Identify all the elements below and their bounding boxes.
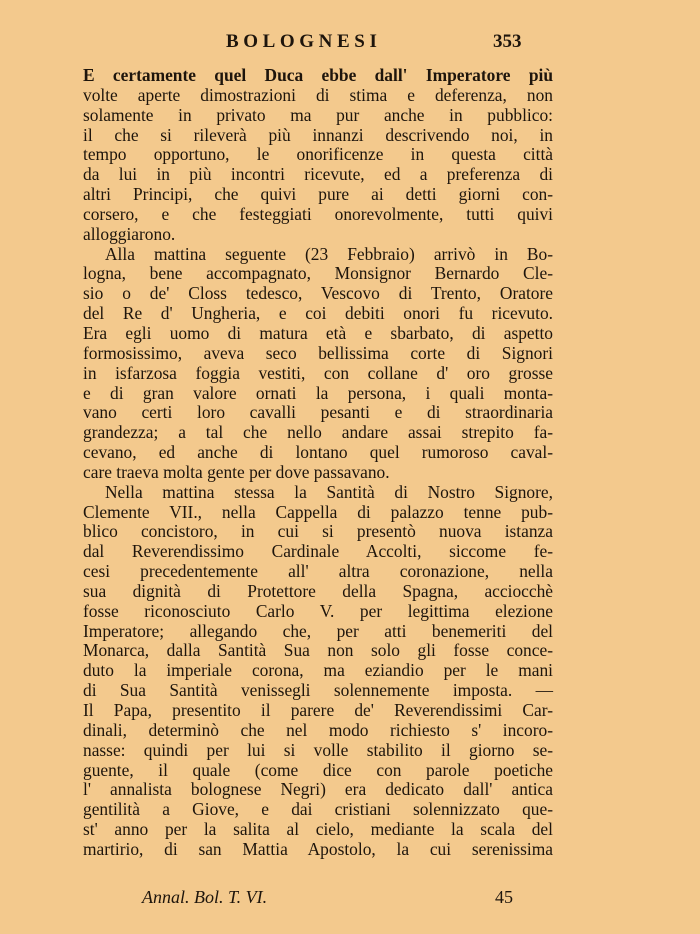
running-title: BOLOGNESI [226,31,382,52]
text-line: dal Reverendissimo Cardinale Accolti, siccome fe- [83,541,553,562]
text-line: cesi precedentemente all' altra coronazione, nella [83,561,553,582]
text-line: solamente in privato ma pur anche in pubblico: [83,104,553,125]
text-line: fosse riconosciuto Carlo V. per legittima elezione [83,600,553,621]
body-text [83,66,553,860]
text-line: corsero, e che festeggiati onorevolmente, tutti quivi [83,203,553,224]
text-line: altri Principi, che quivi pure ai detti giorni con- [83,184,553,205]
page-header [0,31,700,57]
text-line: nasse: quindi per lui si volle stabilito il giorno se- [83,739,553,760]
text-line: Monarca, dalla Santità Sua non solo gli fosse conce- [83,640,553,661]
text-line: guente, il quale (come dice con parole poetiche [83,759,553,780]
text-line: Era egli uomo di matura età e sbarbato, di aspetto [83,322,553,343]
text-line: Clemente VII., nella Cappella di palazzo tenne pub- [83,501,553,522]
text-line: Alla mattina seguente (23 Febbraio) arrivò in Bo- [105,243,553,264]
text-line: Imperatore; allegando che, per atti benemeriti del [83,620,553,641]
text-line: alloggiarono. [83,223,176,244]
text-line: care traeva molta gente per dove passavano. [83,461,390,482]
signature-mark: Annal. Bol. T. VI. [142,887,268,907]
text-line: di Sua Santità venissegli solennemente imposta. — [83,680,553,701]
page-footer [0,887,700,909]
text-line: dinali, determinò che nel modo richiesto s' incoro- [83,719,553,740]
text-line: sio o de' Closs tedesco, Vescovo di Trento, Oratore [83,283,553,304]
text-line: da lui in più incontri ricevute, ed a preferenza di [83,164,553,185]
text-line: Nella mattina stessa la Santità di Nostro Signore, [105,481,553,502]
text-line: E certamente quel Duca ebbe dall' Imperatore più [83,65,553,85]
text-line: logna, bene accompagnato, Monsignor Bernardo Cle- [83,263,553,284]
text-line: tempo opportuno, le onorificenze in questa città [83,144,553,165]
signature-number: 45 [495,887,513,907]
text-line: vano certi loro cavalli pesanti e di straordinaria [83,402,553,423]
text-line: duto la imperiale corona, ma eziandio per le mani [83,660,553,681]
text-line: st' anno per la salita al cielo, mediante la scala del [83,819,553,840]
page-number: 353 [493,31,522,52]
text-line: blico concistoro, in cui si presentò nuova istanza [83,521,553,542]
text-line: l' annalista bolognese Negri) era dedicato dall' antica [83,779,553,800]
text-line: martirio, di san Mattia Apostolo, la cui serenissima [83,838,553,859]
text-line: formosissimo, aveva seco bellissima corte di Signori [83,342,553,363]
text-line: Il Papa, presentito il parere de' Reverendissimi Car- [83,700,553,720]
text-line: del Re d' Ungheria, e coi debiti onori fu ricevuto. [83,303,553,324]
text-line: grandezza; a tal che nello andare assai strepito fa- [83,422,553,443]
text-line: gentilità a Giove, e dai cristiani solennizzato que- [83,799,553,820]
text-line: e di gran valore ornati la persona, i quali monta- [83,382,553,403]
text-line: cevano, ed anche di lontano quel rumoroso caval- [83,442,553,463]
text-line: in isfarzosa foggia vestiti, con collane d' oro grosse [83,362,553,383]
text-line: il che si rileverà più innanzi descrivendo noi, in [83,124,553,145]
text-line: sua dignità di Protettore della Spagna, acciocchè [83,580,553,601]
text-line: volte aperte dimostrazioni di stima e deferenza, non [83,84,553,105]
